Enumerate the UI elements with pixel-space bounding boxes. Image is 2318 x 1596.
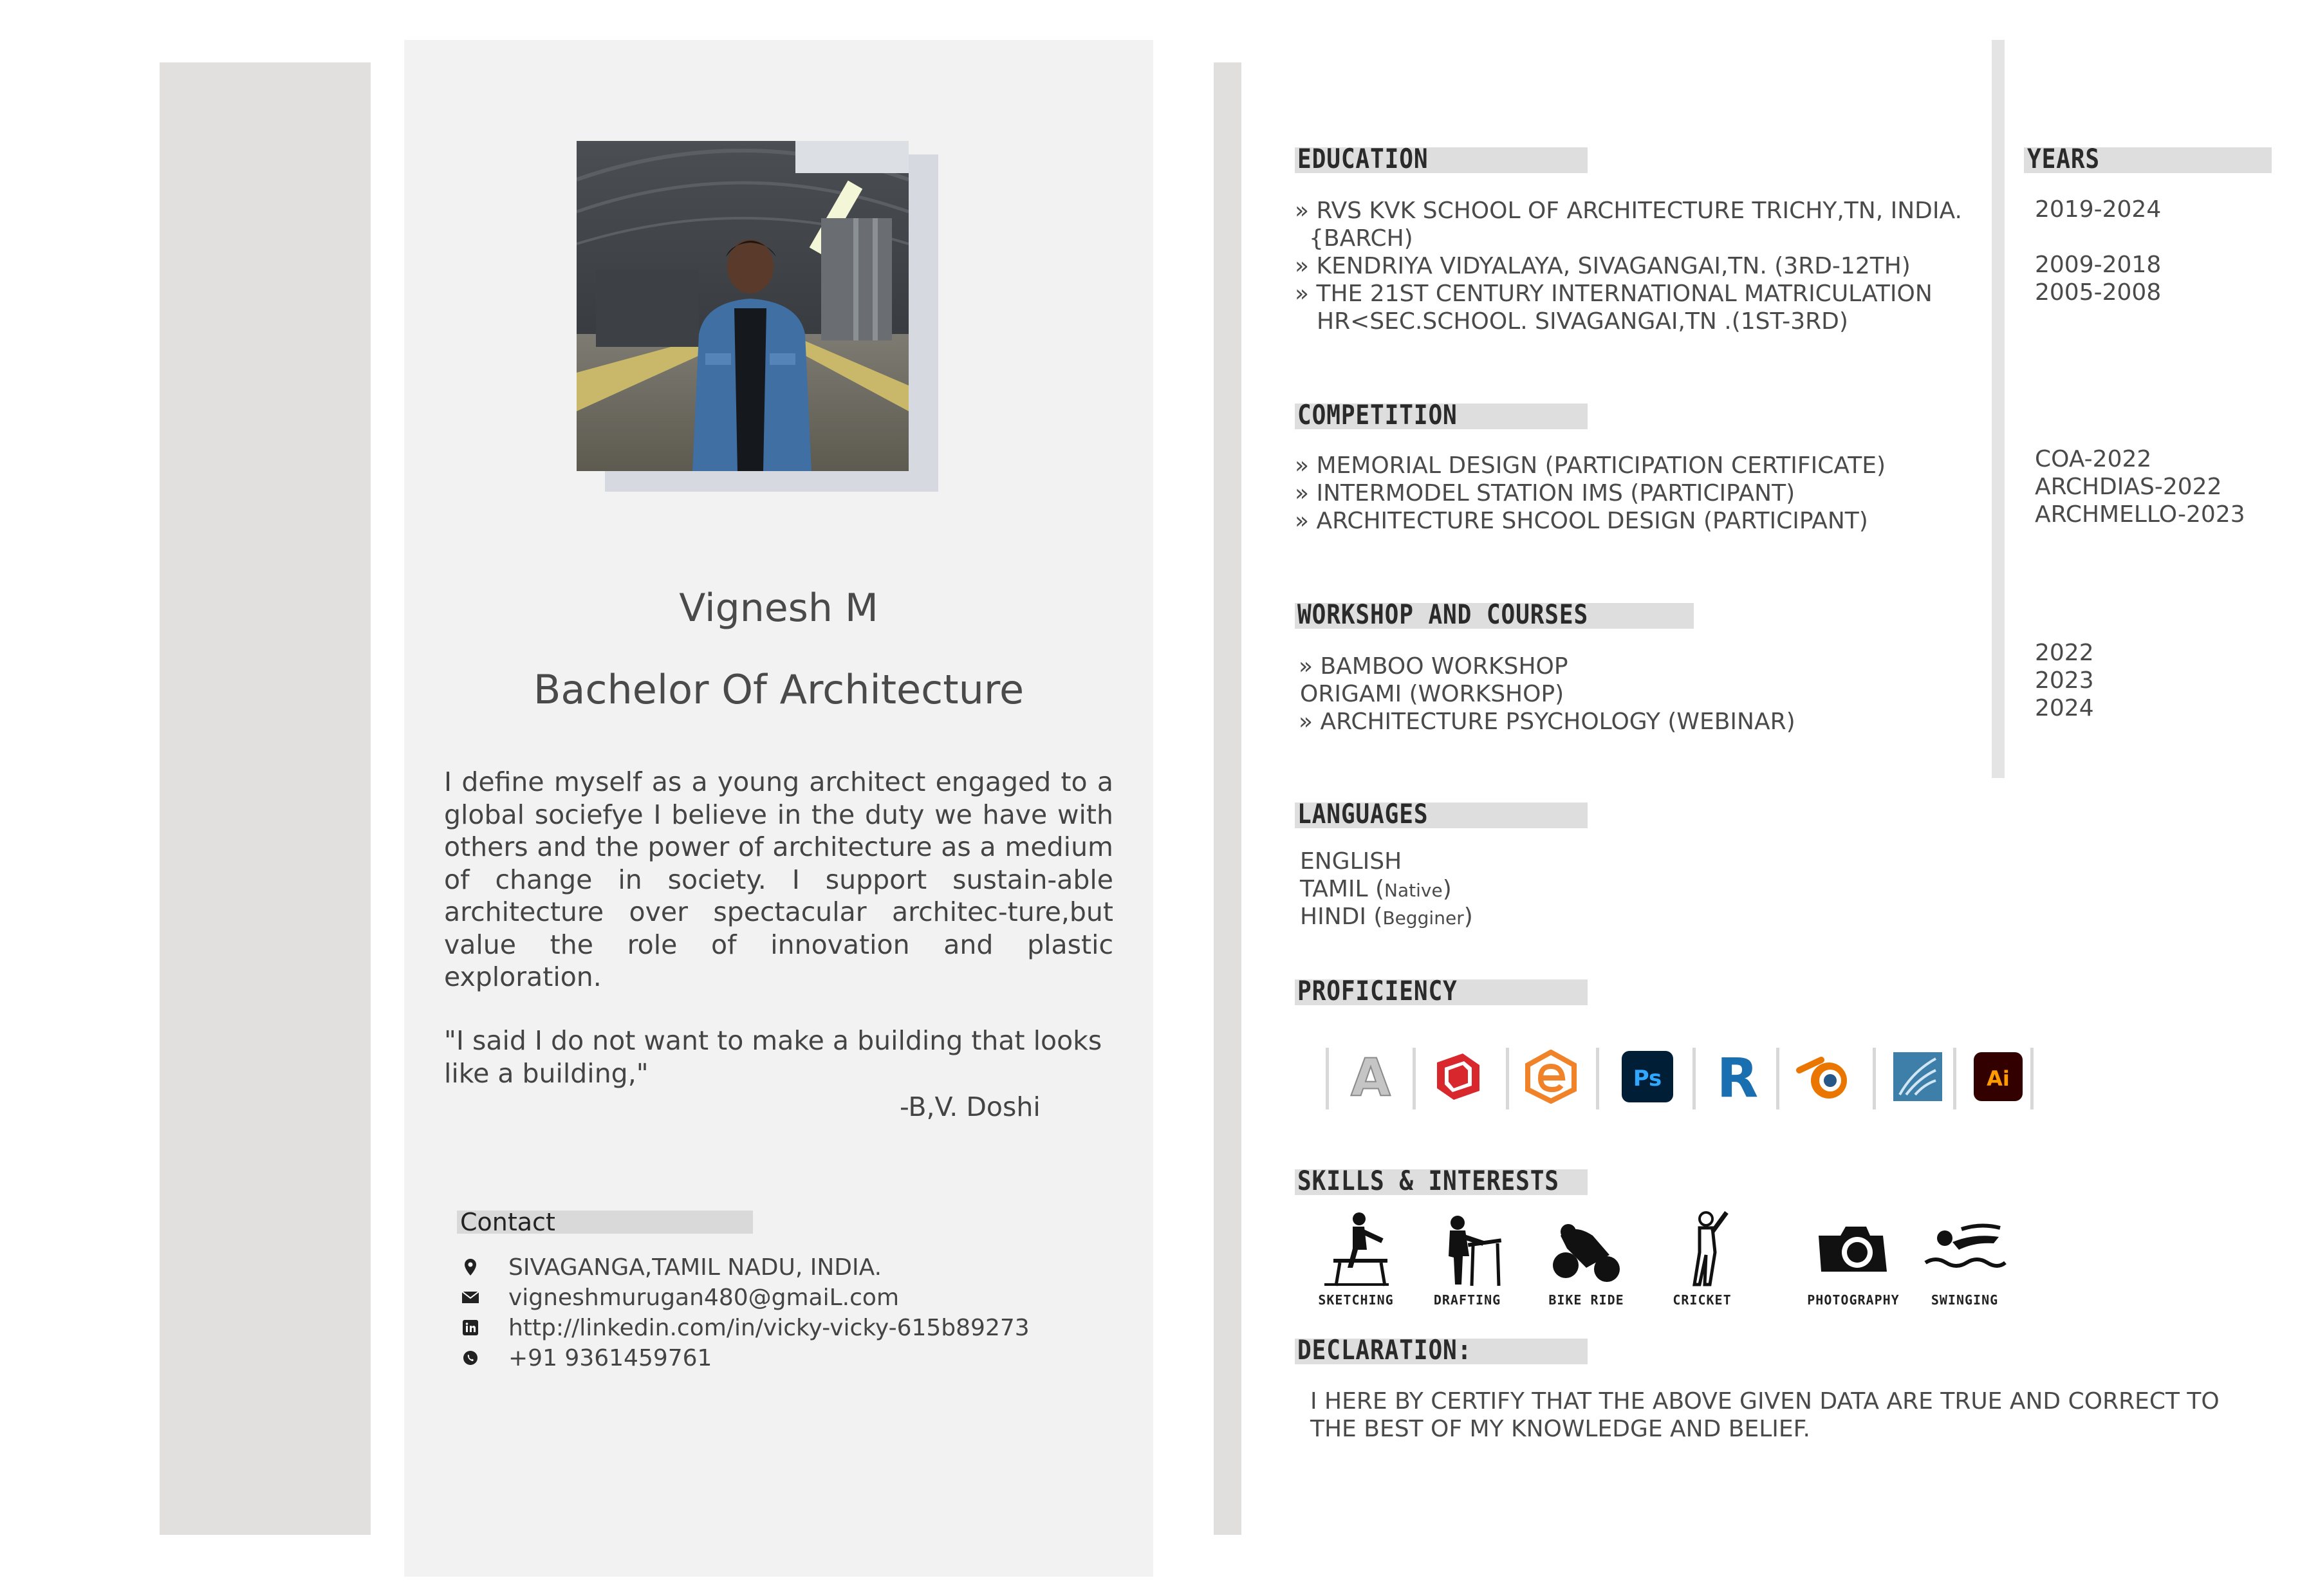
photoshop-icon — [1615, 1041, 1680, 1112]
illustrator-icon — [1966, 1041, 2030, 1112]
contact-heading: Contact — [460, 1208, 555, 1236]
middle-decorative-bar — [1214, 62, 1241, 1535]
skill-label: SWINGING — [1931, 1292, 1999, 1308]
skill-label: BIKE RIDE — [1548, 1292, 1624, 1308]
education-line: » KENDRIYA VIDYALAYA, SIVAGANGAI,TN. (3RD-12TH) — [1295, 253, 1911, 279]
address-text: SIVAGANGA,TAMIL NADU, INDIA. — [508, 1254, 882, 1281]
svg-text:R: R — [1716, 1048, 1759, 1106]
quote-author: -B,V. Doshi — [900, 1091, 1041, 1122]
profile-bio: I define myself as a young architect engaged to a global sociefye I believe in the duty we have with others and the power of architecture as a medium of change in society. I support sustain-able architecture over spectacular architec-ture,but value the role of innovation and plastic exploration. — [444, 766, 1113, 992]
profile-quote: "I said I do not want to make a building that looks like a building," — [444, 1025, 1102, 1089]
workshop-year: 2022 — [2035, 640, 2094, 666]
profile-name: Vignesh M — [679, 586, 878, 631]
left-decorative-bar — [160, 62, 371, 1535]
revit-icon — [1705, 1041, 1770, 1112]
competition-heading: COMPETITION — [1297, 399, 1458, 431]
education-year: 2009-2018 — [2035, 252, 2162, 278]
proficiency-heading: PROFICIENCY — [1297, 975, 1458, 1007]
lumion-icon — [1886, 1041, 1950, 1112]
contact-address — [456, 1253, 882, 1281]
software-icons-row — [1326, 1041, 2034, 1118]
skill-label: CRICKET — [1673, 1292, 1732, 1308]
location-pin-icon — [456, 1254, 485, 1280]
declaration-text: THE BEST OF MY KNOWLEDGE AND BELIEF. — [1310, 1416, 1810, 1442]
education-line: {BARCH) — [1309, 225, 1413, 252]
skill-sketching — [1308, 1210, 1404, 1308]
profile-degree: Bachelor Of Architecture — [533, 666, 1025, 713]
skill-cricket — [1654, 1210, 1750, 1308]
skill-label: SKETCHING — [1318, 1292, 1394, 1308]
phone-icon — [456, 1345, 485, 1371]
workshop-line: » BAMBOO WORKSHOP — [1299, 653, 1568, 680]
phone-text[interactable]: +91 9361459761 — [508, 1344, 712, 1371]
competition-line: » INTERMODEL STATION IMS (PARTICIPANT) — [1295, 480, 1795, 506]
svg-text:Ai: Ai — [1987, 1066, 2010, 1091]
competition-line: » MEMORIAL DESIGN (PARTICIPATION CERTIFICATE) — [1295, 452, 1886, 479]
language-item: TAMIL (Native) — [1300, 876, 1452, 902]
language-item: ENGLISH — [1300, 848, 1402, 875]
camera-icon — [1815, 1210, 1892, 1287]
swimming-icon — [1923, 1210, 2007, 1287]
education-line: HR<SEC.SCHOOL. SIVAGANGAI,TN .(1ST-3RD) — [1317, 308, 1848, 335]
contact-linkedin[interactable] — [456, 1313, 1030, 1342]
sketching-icon — [1321, 1210, 1391, 1287]
declaration-text: I HERE BY CERTIFY THAT THE ABOVE GIVEN DATA ARE TRUE AND CORRECT TO — [1310, 1388, 2220, 1415]
competition-year: ARCHMELLO-2023 — [2035, 501, 2245, 528]
enscape-icon — [1519, 1041, 1583, 1112]
workshop-year: 2024 — [2035, 695, 2094, 721]
email-text[interactable]: vigneshmurugan480@gmaiL.com — [508, 1284, 900, 1311]
education-year: 2019-2024 — [2035, 196, 2162, 223]
language-item: HINDI (Begginer) — [1300, 904, 1473, 930]
skill-photography — [1802, 1210, 1905, 1308]
profile-photo — [577, 141, 909, 471]
workshop-line: ORIGAMI (WORKSHOP) — [1300, 681, 1564, 707]
skill-swinging — [1916, 1210, 2013, 1308]
skill-label: DRAFTING — [1433, 1292, 1501, 1308]
mail-icon — [456, 1285, 485, 1310]
skill-bike-ride — [1538, 1210, 1635, 1308]
blender-icon — [1792, 1041, 1857, 1112]
education-heading: EDUCATION — [1297, 143, 1429, 174]
education-line: » RVS KVK SCHOOL OF ARCHITECTURE TRICHY,TN, INDIA. — [1295, 198, 1962, 224]
contact-email[interactable] — [456, 1283, 899, 1312]
svg-text:Ps: Ps — [1633, 1066, 1662, 1091]
education-year: 2005-2008 — [2035, 279, 2162, 306]
years-heading: YEARS — [2027, 143, 2100, 174]
skills-heading: SKILLS & INTERESTS — [1297, 1165, 1559, 1196]
bike-ride-icon — [1548, 1210, 1625, 1287]
skill-drafting — [1419, 1210, 1516, 1308]
contact-phone[interactable] — [456, 1344, 712, 1372]
competition-year: COA-2022 — [2035, 446, 2152, 472]
education-line: » THE 21ST CENTURY INTERNATIONAL MATRICULATION — [1295, 281, 1933, 307]
competition-year: ARCHDIAS-2022 — [2035, 474, 2222, 500]
competition-line: » ARCHITECTURE SHCOOL DESIGN (PARTICIPANT) — [1295, 508, 1868, 534]
languages-heading: LANGUAGES — [1297, 798, 1429, 830]
workshop-line: » ARCHITECTURE PSYCHOLOGY (WEBINAR) — [1299, 709, 1795, 735]
workshop-heading: WORKSHOP AND COURSES — [1297, 598, 1589, 630]
drafting-icon — [1432, 1210, 1503, 1287]
cricket-icon — [1670, 1210, 1734, 1287]
declaration-heading: DECLARATION: — [1297, 1334, 1472, 1366]
linkedin-icon — [456, 1315, 485, 1341]
sketchup-icon — [1425, 1041, 1490, 1112]
skill-label: PHOTOGRAPHY — [1807, 1292, 1900, 1308]
linkedin-text[interactable]: http://linkedin.com/in/vicky-vicky-615b89273 — [508, 1314, 1030, 1341]
workshop-year: 2023 — [2035, 667, 2094, 694]
years-divider-bar — [1992, 40, 2005, 778]
svg-text:A: A — [1351, 1048, 1391, 1106]
autocad-icon — [1339, 1041, 1403, 1112]
